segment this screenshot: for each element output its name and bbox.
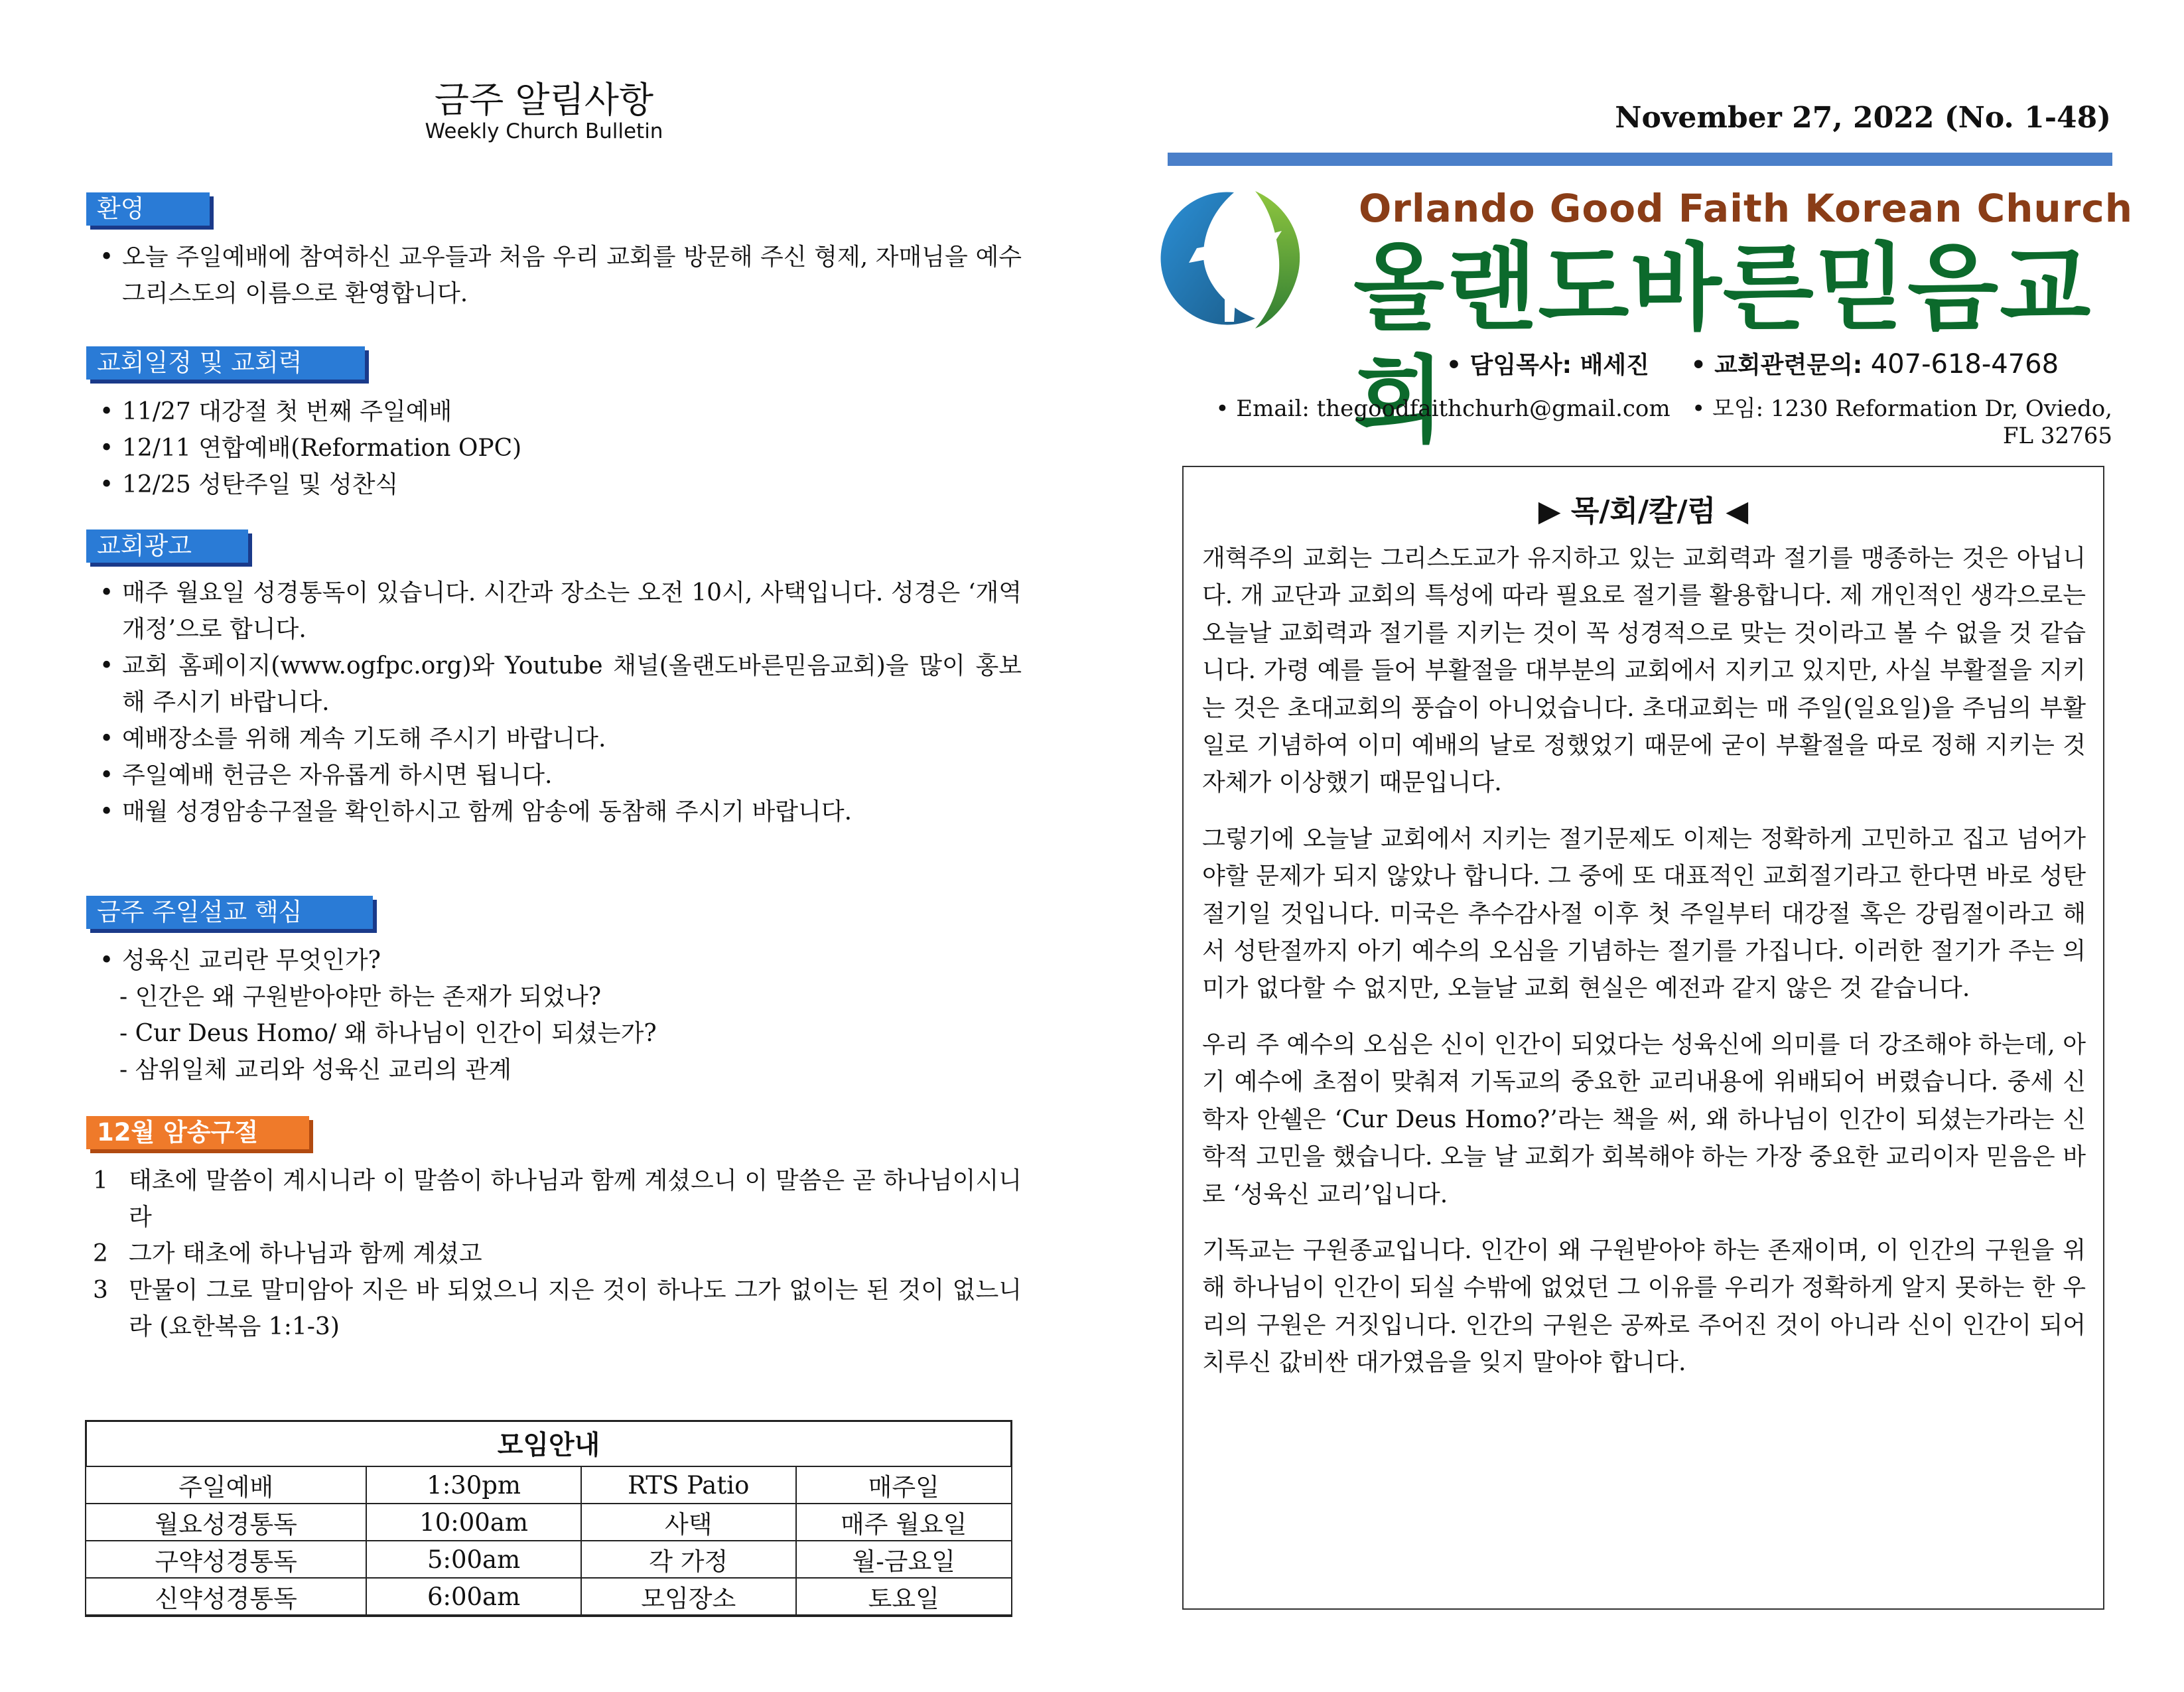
table-cell: 사택	[581, 1504, 796, 1541]
table-cell: 월요성경통독	[86, 1504, 366, 1541]
sermon-sub-point: - 인간은 왜 구원받아야만 하는 존재가 되었나?	[119, 983, 602, 1011]
phone-number: 407-618-4768	[1870, 349, 2059, 380]
list-item: • 예배장소를 위해 계속 기도해 주시기 바랍니다.	[100, 725, 606, 752]
schedule-heading: 교회일정 및 교회력	[86, 346, 365, 380]
list-item: • 11/27 대강절 첫 번째 주일예배	[100, 398, 452, 425]
verse-item: 1 태초에 말씀이 계시니라 이 말씀이 하나님과 함께 계셨으니 이 말씀은 곧 하나님이시니라	[93, 1167, 1022, 1231]
sermon-list	[100, 942, 1022, 1088]
church-name-english: Orlando Good Faith Korean Church	[1359, 186, 2133, 231]
verse-item: 2 그가 태초에 하나님과 함께 계셨고	[93, 1240, 482, 1267]
column-body	[1202, 540, 2086, 1401]
schedule-list	[100, 393, 1022, 503]
pastor-column	[1182, 466, 2104, 1610]
table-row	[86, 1541, 1012, 1578]
table-cell: 모임장소	[581, 1578, 796, 1616]
table-cell: 10:00am	[366, 1504, 581, 1541]
table-cell: 5:00am	[366, 1541, 581, 1578]
table-row	[86, 1466, 1012, 1504]
column-paragraph: 우리 주 예수의 오심은 신이 인간이 되었다는 성육신에 의미를 더 강조해야 하는데, 아기 예수에 초점이 맞춰져 기독교의 중요한 교리내용에 위배되어 버렸습니다. 중세 신학자 안쉘은 ‘Cur Deus Homo?’라는 책을 써, 왜 하나님이 인간이 되셨는가라는 신학적 고민을 했습니다. 오늘 날 교회가 회복해야 하는 가장 중요한 교리이자 믿음은 바로 ‘성육신 교리’입니다.	[1202, 1030, 2086, 1208]
list-item: • 교회 홈페이지(www.ogfpc.org)와 Youtube 채널(올랜도바른믿음교회)을 많이 홍보해 주시기 바랍니다.	[100, 652, 1022, 716]
welcome-heading: 환영	[86, 192, 210, 226]
meetings-title: 모임안내	[85, 1420, 1012, 1466]
table-cell: 6:00am	[366, 1578, 581, 1616]
verse-item: 3 만물이 그로 말미암아 지은 바 되었으니 지은 것이 하나도 그가 없이는 된 것이 없느니라 (요한복음 1:1-3)	[93, 1277, 1022, 1340]
church-logo-icon	[1156, 179, 1315, 338]
table-cell: 토요일	[796, 1578, 1012, 1616]
sermon-main-point: • 성육신 교리란 무엇인가?	[100, 947, 381, 974]
table-cell: RTS Patio	[581, 1466, 796, 1504]
header-divider	[1168, 153, 2112, 166]
memory-verse-heading: 12월 암송구절	[86, 1116, 309, 1149]
list-item: • 오늘 주일예배에 참여하신 교우들과 처음 우리 교회를 방문해 주신 형제, 자매님을 예수 그리스도의 이름으로 환영합니다.	[100, 244, 1022, 307]
announcements-heading: 교회광고	[86, 529, 248, 563]
list-item: • 12/25 성탄주일 및 성찬식	[100, 471, 399, 498]
sermon-sub-point: - Cur Deus Homo/ 왜 하나님이 인간이 되셨는가?	[119, 1020, 657, 1047]
bulletin-subtitle: Weekly Church Bulletin	[425, 119, 663, 143]
sermon-heading: 금주 주일설교 핵심	[86, 896, 373, 929]
announcements-list	[100, 575, 1022, 830]
welcome-list	[100, 239, 1022, 312]
table-cell: 각 가정	[581, 1541, 796, 1578]
memory-verse-list	[93, 1163, 1022, 1345]
table-row	[86, 1578, 1012, 1616]
list-item: • 주일예배 헌금은 자유롭게 하시면 됩니다.	[100, 762, 553, 789]
table-cell: 1:30pm	[366, 1466, 581, 1504]
list-item: • 매월 성경암송구절을 확인하시고 함께 암송에 동참해 주시기 바랍니다.	[100, 798, 853, 825]
meeting-address: • 모임: 1230 Reformation Dr, Oviedo, FL 32765	[1692, 395, 2112, 449]
contact-label: • 교회관련문의:	[1690, 352, 1871, 379]
table-cell: 주일예배	[86, 1466, 366, 1504]
table-cell: 매주일	[796, 1466, 1012, 1504]
address-line	[1194, 390, 2112, 449]
sermon-sub-point: - 삼위일체 교리와 성육신 교리의 관계	[119, 1056, 512, 1084]
column-paragraph: 기독교는 구원종교입니다. 인간이 왜 구원받아야 하는 존재이며, 이 인간의 구원을 위해 하나님이 인간이 되실 수밖에 없었던 그 이유를 우리가 정확하게 알지 못하는 한 우리의 구원은 거짓입니다. 인간의 구원은 공짜로 주어진 것이 아니라 신이 인간이 되어 치루신 값비싼 대가였음을 잊지 말아야 합니다.	[1202, 1236, 2086, 1377]
table-cell: 신약성경통독	[86, 1578, 366, 1616]
table-cell: 월-금요일	[796, 1541, 1012, 1578]
column-paragraph: 개혁주의 교회는 그리스도교가 유지하고 있는 교회력과 절기를 맹종하는 것은 아닙니다. 개 교단과 교회의 특성에 따라 필요로 절기를 활용합니다. 제 개인적인 생각으로는 오늘날 교회력과 절기를 지키는 것이 꼭 성경적으로 맞는 것이라고 볼 수 없을 것 같습니다. 가령 예를 들어 부활절을 대부분의 교회에서 지키고 있지만, 사실 부활절을 지키는 것은 초대교회의 풍습이 아니었습니다. 초대교회는 매 주일(일요일)을 주님의 부활일로 기념하여 이미 예배의 날로 정했었기 때문에 굳이 부활절을 따로 정해 지키는 것 자체가 이상했기 때문입니다.	[1202, 545, 2086, 797]
pastor-label: • 담임목사:	[1446, 352, 1580, 379]
bulletin-title: 금주 알림사항	[434, 79, 654, 121]
column-paragraph: 그렇기에 오늘날 교회에서 지키는 절기문제도 이제는 정확하게 고민하고 집고 넘어가야할 문제가 되지 않았나 합니다. 그 중에 또 대표적인 교회절기라고 한다면 바로 성탄절기일 것입니다. 미국은 추수감사절 이후 첫 주일부터 대강절 혹은 강림절이라고 해서 성탄절까지 아기 예수의 오심을 기념하는 절기를 가집니다. 이러한 절기가 주는 의미가 없다할 수 없지만, 오늘날 교회 현실은 예전과 같지 않은 것 같습니다.	[1202, 825, 2086, 1003]
bulletin-date: November 27, 2022 (No. 1-48)	[1615, 101, 2111, 135]
table-cell: 매주 월요일	[796, 1504, 1012, 1541]
contact-line	[1446, 346, 2059, 380]
church-name-korean: 올랜도바른믿음교회	[1353, 234, 2092, 456]
column-title: ▶ 목/회/칼/럼 ◀	[1538, 494, 1749, 528]
list-item: • 12/11 연합예배(Reformation OPC)	[100, 435, 522, 462]
pastor-name: 배세진	[1580, 352, 1649, 379]
meetings-table	[85, 1420, 1012, 1617]
list-item: • 매주 월요일 성경통독이 있습니다. 시간과 장소는 오전 10시, 사택입니다. 성경은 ‘개역개정’으로 합니다.	[100, 579, 1022, 643]
table-cell: 구약성경통독	[86, 1541, 366, 1578]
email-text: • Email: thegoodfaithchurh@gmail.com	[1215, 395, 1671, 422]
table-row	[86, 1504, 1012, 1541]
